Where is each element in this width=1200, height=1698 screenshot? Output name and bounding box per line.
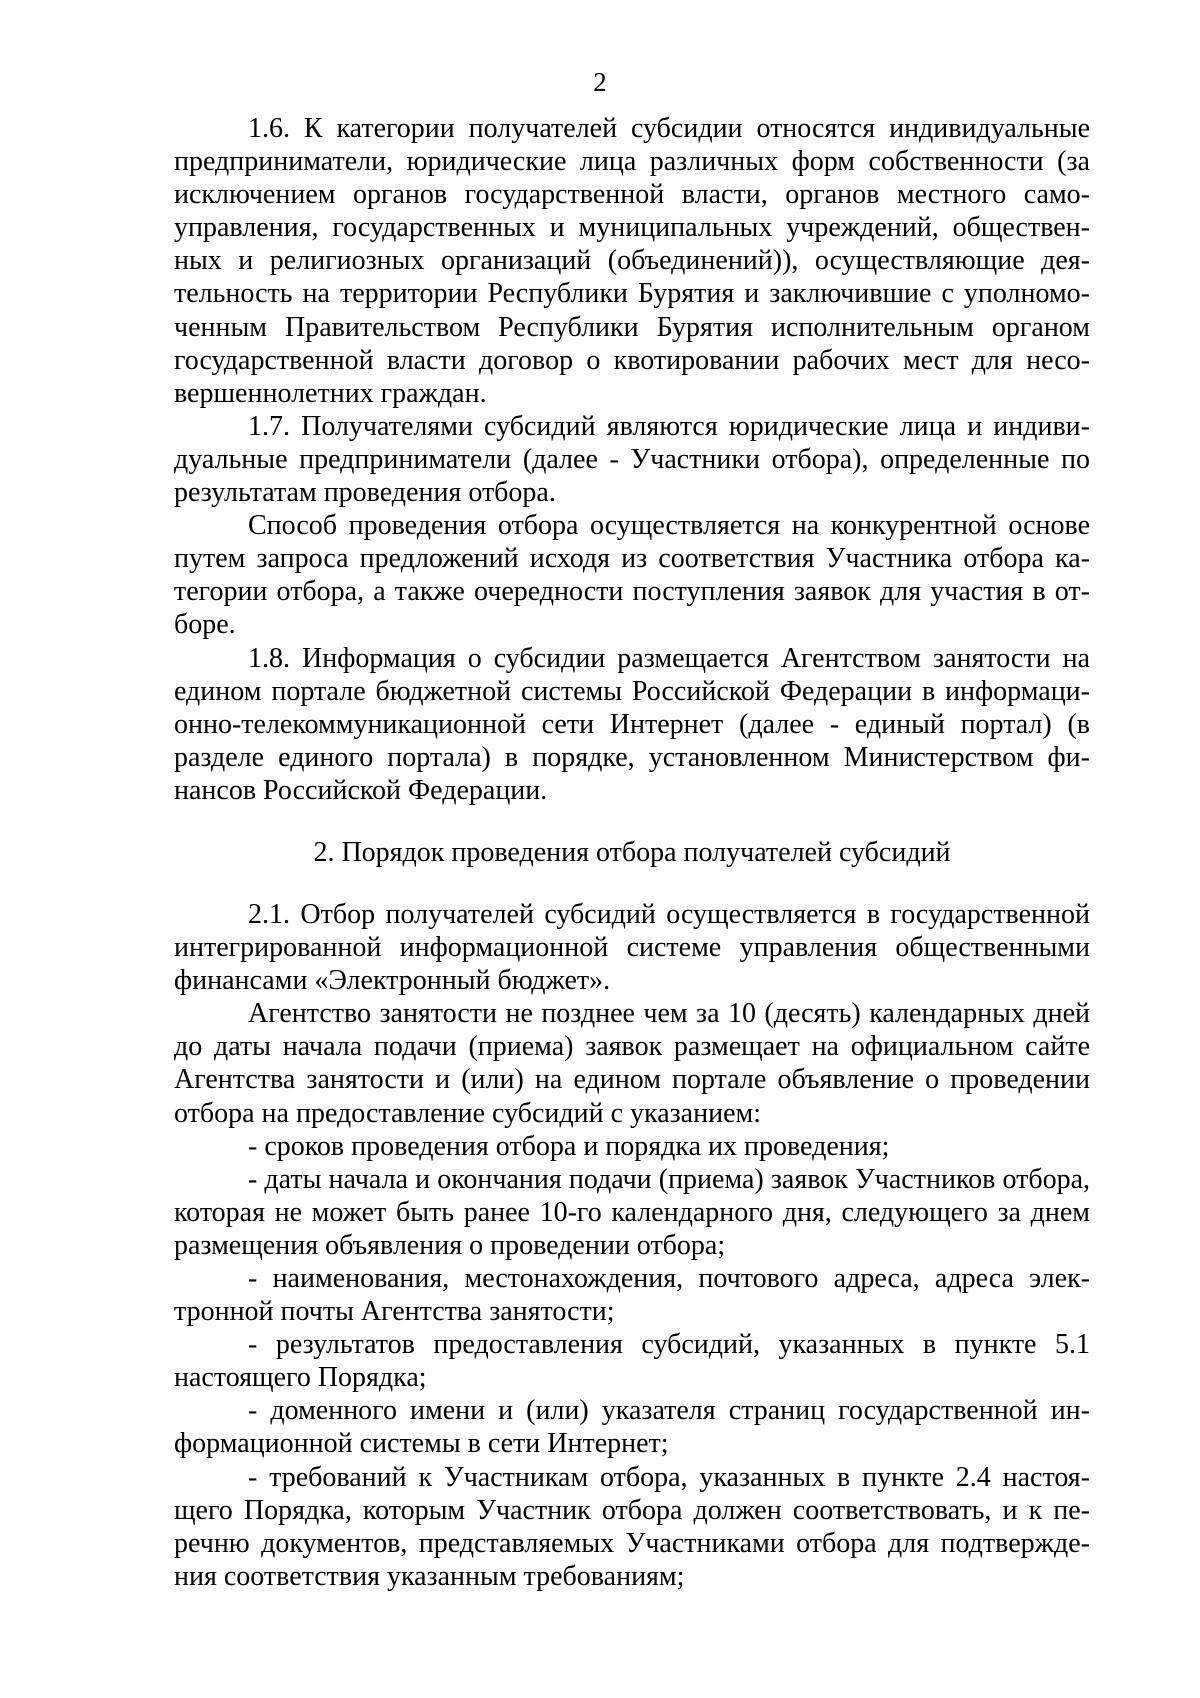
paragraph-1-8: 1.8. Информация о субсидии размещается Агентством занятости на едином портале бюджетной системы Российской Федерации в информационно-телекоммуникационной сети Интернет (далее - единый портал) (в разделе единого портала) в порядке, установленном Министерством финансов Российской Федерации. <box>174 642 1090 806</box>
page-number: 2 <box>593 67 607 97</box>
list-item: - даты начала и окончания подачи (приема) заявок Участников отбора, которая не может быть ранее 10-го календарного дня, следующего за днем размещения объявления о проведении отбора; <box>174 1163 1090 1261</box>
section-heading: 2. Порядок проведения отбора получателей субсидий <box>313 836 951 868</box>
list-item: - сроков проведения отбора и порядка их проведения; <box>248 1130 890 1162</box>
paragraph-1-6: 1.6. К категории получателей субсидии относятся индивидуальные предприниматели, юридические лица различных форм собственности (за исключением органов государственной власти, органов местного самоуправления, государственных и муниципальных учреждений, общественных и религиозных организаций (объединений)), осуществляющие деятельность на территории Республики Бурятия и заключившие с уполномоченным Правительством Республики Бурятия исполнительным органом государственной власти договор о квотировании рабочих мест для несовершеннолетних граждан. <box>174 113 1090 409</box>
paragraph-selection-method: Способ проведения отбора осуществляется на конкурентной основе путем запроса предложений исходя из соответствия Участника отбора категории отбора, а также очередности поступления заявок для участия в отборе. <box>174 510 1090 641</box>
list-item: - результатов предоставления субсидий, указанных в пункте 5.1 настоящего Порядка; <box>174 1329 1090 1394</box>
paragraph-1-7: 1.7. Получателями субсидий являются юридические лица и индивидуальные предприниматели (далее - Участники отбора), определенные по результатам проведения отбора. <box>174 410 1090 509</box>
list-item: - требований к Участникам отбора, указанных в пункте 2.4 настоящего Порядка, которым Участник отбора должен соответствовать, и к перечню документов, представляемых Участниками отбора для подтверждения соответствия указанным требованиям; <box>174 1461 1090 1592</box>
document-body <box>174 112 1090 1593</box>
paragraph-2-1: 2.1. Отбор получателей субсидий осуществляется в государственной интегрированной информационной системе управления общественными финансами «Электронный бюджет». <box>174 898 1090 997</box>
list-item: - наименования, местонахождения, почтового адреса, адреса электронной почты Агентства занятости; <box>174 1263 1090 1328</box>
paragraph-announcement: Агентство занятости не позднее чем за 10 (десять) календарных дней до даты начала подачи (приема) заявок размещает на официальном сайте Агентства занятости и (или) на едином портале объявление о проведении отбора на предоставление субсидий с указанием: <box>174 998 1090 1129</box>
list-item: - доменного имени и (или) указателя страниц государственной информационной системы в сети Интернет; <box>174 1395 1090 1460</box>
